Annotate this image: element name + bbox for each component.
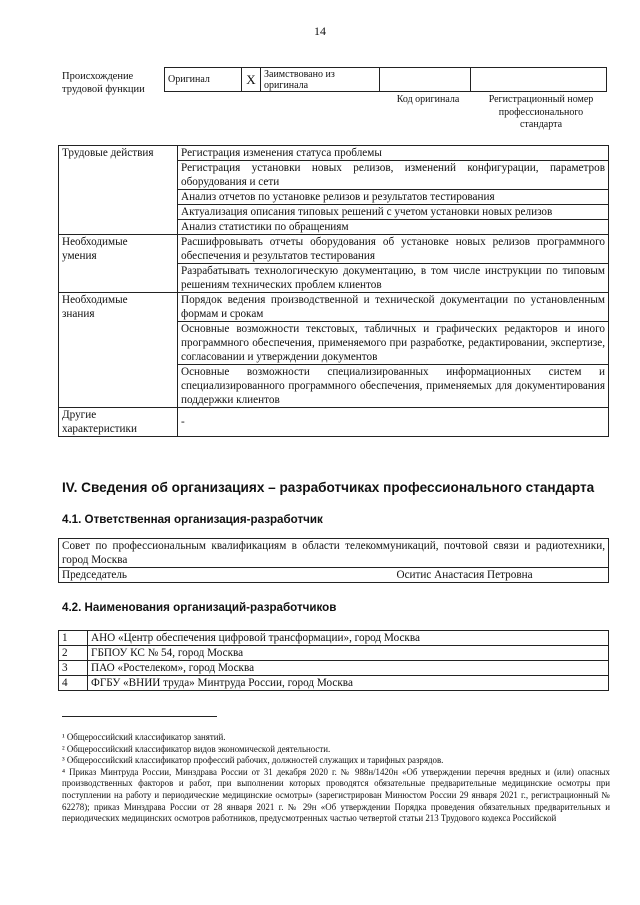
subsection-title-developers: 4.2. Наименования организаций-разработчиков — [62, 601, 337, 614]
table-row — [59, 676, 609, 691]
code-original-caption: Код оригинала — [396, 94, 460, 105]
table-row — [59, 631, 609, 646]
footnotes — [62, 732, 610, 825]
origin-reg-number-cell — [471, 68, 607, 92]
origin-original-mark: X — [242, 68, 261, 92]
labor-action-item: Регистрация изменения статуса проблемы — [178, 146, 609, 161]
page-number: 14 — [314, 24, 326, 38]
chair-row — [59, 568, 609, 583]
footnote: ³ Общероссийский классификатор профессий рабочих, должностей служащих и тарифных разрядов. — [62, 755, 444, 766]
reg-number-caption: Регистрационный номер профессионального стандарта — [488, 94, 594, 130]
origin-borrowed-cell: Заимствовано из оригинала — [261, 68, 380, 92]
developer-name: ГБПОУ КС № 54, город Москва — [88, 646, 609, 661]
knowledge-item: Основные возможности текстовых, табличных и графических редакторов и иного программного обеспечения, применяемого при разработке, редактировании, экспертизе, согласовании и утверждении документов — [178, 322, 609, 365]
footnote: ⁴ Приказ Минтруда России, Минздрава России от 31 декабря 2020 г. № 988н/1420н «Об утверждении перечня вредных и (или) опасных производственных факторов и работ, при выполнении которых проводятся обязательные предварительные медицинские осмотры при поступлении на работу и периодические медицинские осмотры» (зарегистрирован Минюстом России 29 января 2021 г., регистрационный № 62278); приказ Минздрава России от 28 января 2021 г. № 29н «Об утверждении Порядка проведения обязательных предварительных и периодических медицинских осмотров работников, предусмотренных частью четвертой статьи 213 Трудового кодекса Российской — [62, 766, 610, 824]
section-title: IV. Сведения об организациях – разработчиках профессионального стандарта — [62, 480, 595, 495]
table-row — [59, 646, 609, 661]
origin-label: Происхождение трудовой функции — [62, 71, 145, 95]
knowledge-label: Необходимые знания — [59, 293, 178, 408]
other-characteristics-value: - — [178, 408, 609, 437]
other-characteristics-label: Другие характеристики — [59, 408, 178, 437]
knowledge-item: Порядок ведения производственной и технической документации по установленным формам и срокам — [178, 293, 609, 322]
developer-number: 2 — [59, 646, 88, 661]
chair-name: Оситис Анастасия Петровна — [396, 569, 533, 581]
labor-action-item: Регистрация установки новых релизов, изменений конфигурации, параметров оборудования и сети — [178, 161, 609, 190]
labor-function-table — [58, 145, 609, 437]
origin-code-cell — [380, 68, 471, 92]
origin-original-cell: Оригинал — [165, 68, 242, 92]
knowledge-item: Основные возможности специализированных информационных систем и специализированного программного обеспечения, применяемых для документирования поддержки клиентов — [178, 365, 609, 408]
developers-table — [58, 630, 609, 691]
labor-action-item: Анализ отчетов по установке релизов и результатов тестирования — [178, 190, 609, 205]
responsible-org-name: Совет по профессиональным квалификациям в области телекоммуникаций, почтовой связи и радиотехники, город Москва — [59, 539, 609, 568]
subsection-title-responsible: 4.1. Ответственная организация-разработчик — [62, 513, 323, 526]
chair-label: Председатель — [62, 569, 128, 581]
footnote-divider — [62, 716, 217, 717]
origin-table — [164, 67, 607, 92]
developer-number: 4 — [59, 676, 88, 691]
labor-actions-label: Трудовые действия — [59, 146, 178, 235]
developer-number: 1 — [59, 631, 88, 646]
developer-name: ПАО «Ростелеком», город Москва — [88, 661, 609, 676]
footnote: ² Общероссийский классификатор видов экономической деятельности. — [62, 743, 331, 754]
skill-item: Расшифровывать отчеты оборудования об установке новых релизов программного обеспечения и результатов тестирования — [178, 235, 609, 264]
developer-number: 3 — [59, 661, 88, 676]
skills-label: Необходимые умения — [59, 235, 178, 293]
responsible-org-table — [58, 538, 609, 583]
developer-name: ФГБУ «ВНИИ труда» Минтруда России, город Москва — [88, 676, 609, 691]
developer-name: АНО «Центр обеспечения цифровой трансформации», город Москва — [88, 631, 609, 646]
labor-action-item: Актуализация описания типовых решений с учетом установки новых релизов — [178, 205, 609, 220]
footnote: ¹ Общероссийский классификатор занятий. — [62, 732, 226, 742]
labor-action-item: Анализ статистики по обращениям — [178, 220, 609, 235]
skill-item: Разрабатывать технологическую документацию, в том числе инструкции по типовым решениям технических проблем клиентов — [178, 264, 609, 293]
table-row — [59, 661, 609, 676]
